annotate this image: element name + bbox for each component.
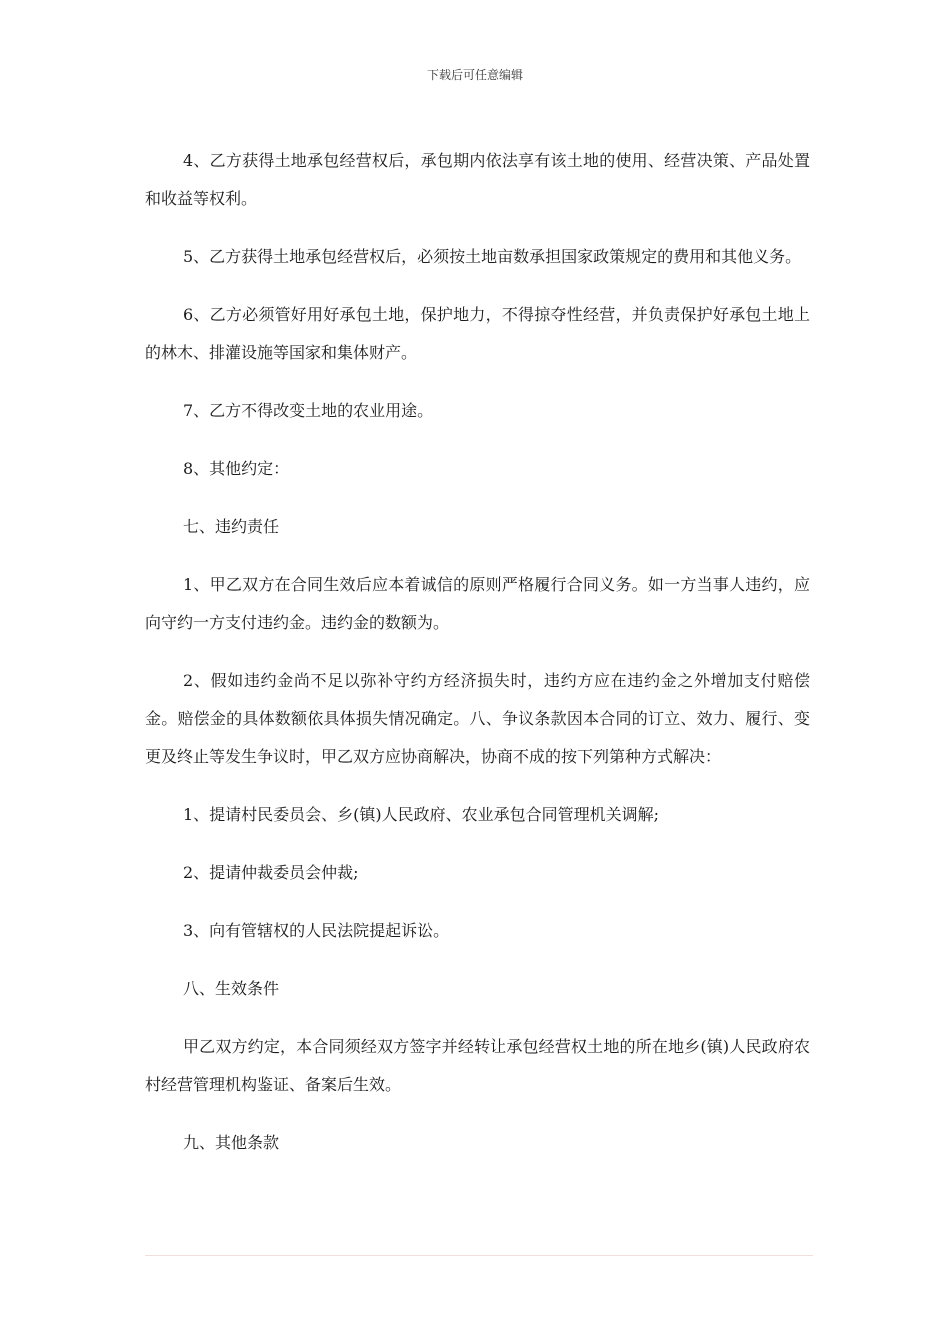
page-header: 下载后可任意编辑 [426, 68, 523, 82]
paragraph: 6、乙方必须管好用好承包土地，保护地力，不得掠夺性经营，并负责保护好承包土地上的林木、排灌设施等国家和集体财产。 [145, 305, 810, 362]
paragraph: 甲乙双方约定，本合同须经双方签字并经转让承包经营权土地的所在地乡(镇)人民政府农村经营管理机构鉴证、备案后生效。 [145, 1037, 810, 1094]
paragraph: 2、提请仲裁委员会仲裁; [183, 863, 359, 882]
paragraph: 4、乙方获得土地承包经营权后，承包期内依法享有该土地的使用、经营决策、产品处置和收益等权利。 [145, 151, 810, 208]
section-heading: 八、生效条件 [183, 979, 280, 998]
paragraph: 1、甲乙双方在合同生效后应本着诚信的原则严格履行合同义务。如一方当事人违约，应向守约一方支付违约金。违约金的数额为。 [145, 575, 810, 632]
paragraph: 1、提请村民委员会、乡(镇)人民政府、农业承包合同管理机关调解; [183, 805, 660, 824]
section-heading: 九、其他条款 [183, 1133, 280, 1152]
paragraph: 2、假如违约金尚不足以弥补守约方经济损失时，违约方应在违约金之外增加支付赔偿金。赔偿金的具体数额依具体损失情况确定。八、争议条款因本合同的订立、效力、履行、变更及终止等发生争议时，甲乙双方应协商解决，协商不成的按下列第种方式解决： [145, 671, 810, 766]
section-heading: 七、违约责任 [183, 517, 280, 536]
document-body [145, 142, 810, 1162]
paragraph: 8、其他约定： [183, 459, 290, 478]
footer-divider [145, 1255, 813, 1256]
paragraph: 7、乙方不得改变土地的农业用途。 [183, 401, 434, 420]
paragraph: 5、乙方获得土地承包经营权后，必须按土地亩数承担国家政策规定的费用和其他义务。 [183, 247, 802, 266]
paragraph: 3、向有管辖权的人民法院提起诉讼。 [183, 921, 450, 940]
